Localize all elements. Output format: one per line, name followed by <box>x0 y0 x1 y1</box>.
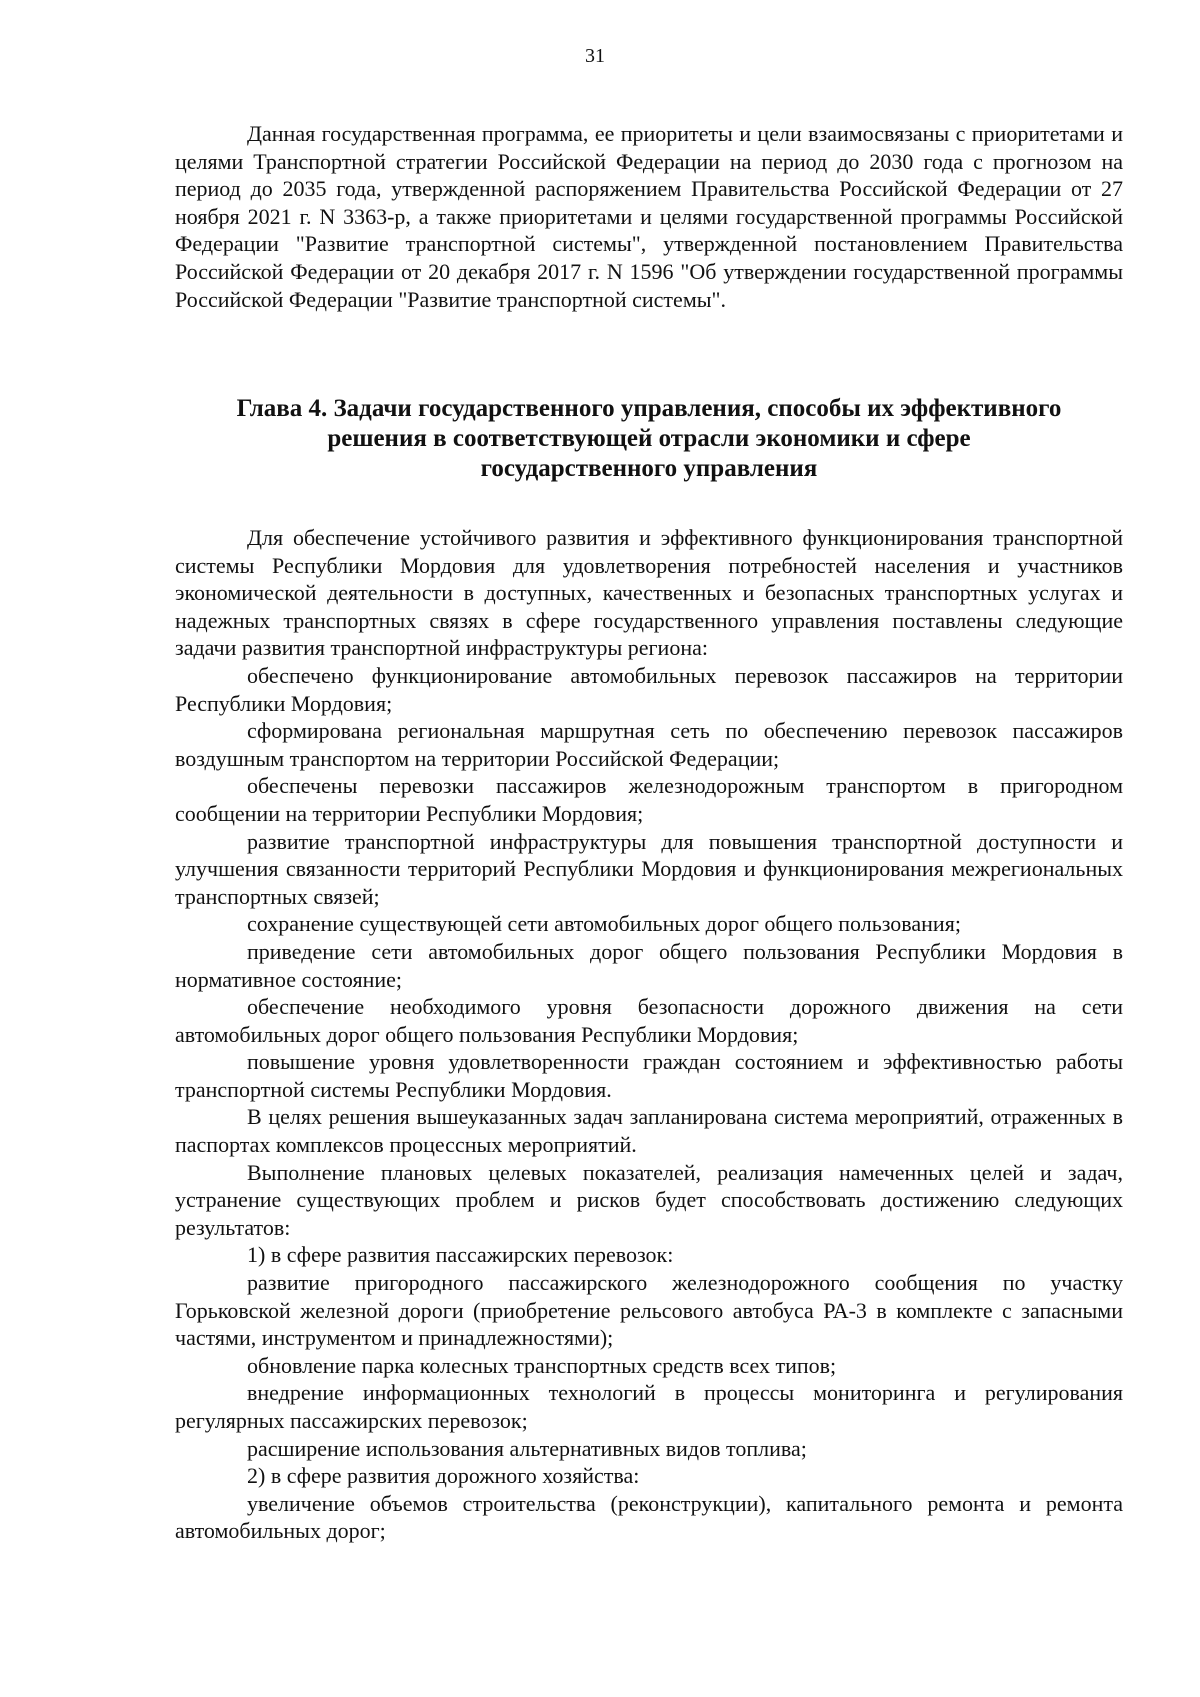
chapter-title-line-3: государственного управления <box>480 455 818 482</box>
list-item-road-construction: увеличение объемов строительства (реконструкции), капитального ремонта и ремонта автомобильных дорог; <box>175 1490 1123 1544</box>
results-heading-road: 2) в сфере развития дорожного хозяйства: <box>247 1463 640 1489</box>
chapter-title <box>175 394 1123 484</box>
chapter-title-line-1: Глава 4. Задачи государственного управления, способы их эффективного <box>236 395 1062 422</box>
list-item-auto-transport: обеспечено функционирование автомобильных перевозок пассажиров на территории Республики Мордовия; <box>175 662 1123 716</box>
list-item-infrastructure-development: развитие транспортной инфраструктуры для повышения транспортной доступности и улучшения связанности территорий Республики Мордовия и функционирования межрегиональных транспортных связей; <box>175 828 1123 909</box>
list-item-road-network-preservation: сохранение существующей сети автомобильных дорог общего пользования; <box>247 911 961 937</box>
list-item-road-safety: обеспечение необходимого уровня безопасности дорожного движения на сети автомобильных дорог общего пользования Республики Мордовия; <box>175 994 1123 1047</box>
intro-paragraph: Данная государственная программа, ее приоритеты и цели взаимосвязаны с приоритетами и целями Транспортной стратегии Российской Федерации на период до 2030 года с прогнозом на период до 2035 года, утвержденной распоряжением Правительства Российской Федерации от 27 ноября 2021 г. N 3363-р, а также приоритетами и целями государственной программы Российской Федерации "Развитие транспортной системы", утвержденной постановлением Правительства Российской Федерации от 20 декабря 2017 г. N 1596 "Об утверждении государственной программы Российской Федерации "Развитие транспортной системы". <box>175 121 1123 312</box>
paragraph-expected-results: Выполнение плановых целевых показателей, реализация намеченных целей и задач, устранение существующих проблем и рисков будет способствовать достижению следующих результатов: <box>175 1159 1123 1240</box>
list-item-citizen-satisfaction: повышение уровня удовлетворенности граждан состоянием и эффективностью работы транспортной системы Республики Мордовия. <box>175 1049 1123 1102</box>
paragraph-purpose: Для обеспечение устойчивого развития и эффективного функционирования транспортной системы Республики Мордовия для удовлетворения потребностей населения и участников экономической деятельности в доступных, качественных и безопасных транспортных услугах и надежных транспортных связях в сфере государственного управления поставлены следующие задачи развития транспортной инфраструктуры региона: <box>175 525 1123 661</box>
list-item-rail-transport: обеспечены перевозки пассажиров железнодорожным транспортом в пригородном сообщении на территории Республики Мордовия; <box>175 773 1123 826</box>
list-item-it-monitoring: внедрение информационных технологий в процессы мониторинга и регулирования регулярных пассажирских перевозок; <box>175 1380 1123 1433</box>
list-item-alternative-fuel: расширение использования альтернативных видов топлива; <box>247 1435 807 1461</box>
intro-section <box>175 120 1123 313</box>
list-item-suburban-rail: развитие пригородного пассажирского железнодорожного сообщения по участку Горьковской железной дороги (приобретение рельсового автобуса РА-3 в комплекте с запасными частями, инструментом и принадлежностями); <box>175 1270 1123 1351</box>
list-item-air-routes: сформирована региональная маршрутная сеть по обеспечению перевозок пассажиров воздушным транспортом на территории Российской Федерации; <box>175 718 1123 771</box>
page-number: 31 <box>585 45 605 67</box>
results-heading-passenger: 1) в сфере развития пассажирских перевозок: <box>247 1242 674 1268</box>
list-item-fleet-renewal: обновление парка колесных транспортных средств всех типов; <box>247 1352 837 1378</box>
chapter-body <box>175 524 1123 1545</box>
paragraph-measures-system: В целях решения вышеуказанных задач запланирована система мероприятий, отраженных в паспортах комплексов процессных мероприятий. <box>175 1104 1123 1158</box>
chapter-title-line-2: решения в соответствующей отрасли экономики и сфере <box>327 425 971 452</box>
list-item-road-normative-state: приведение сети автомобильных дорог общего пользования Республики Мордовия в нормативное состояние; <box>175 938 1123 992</box>
